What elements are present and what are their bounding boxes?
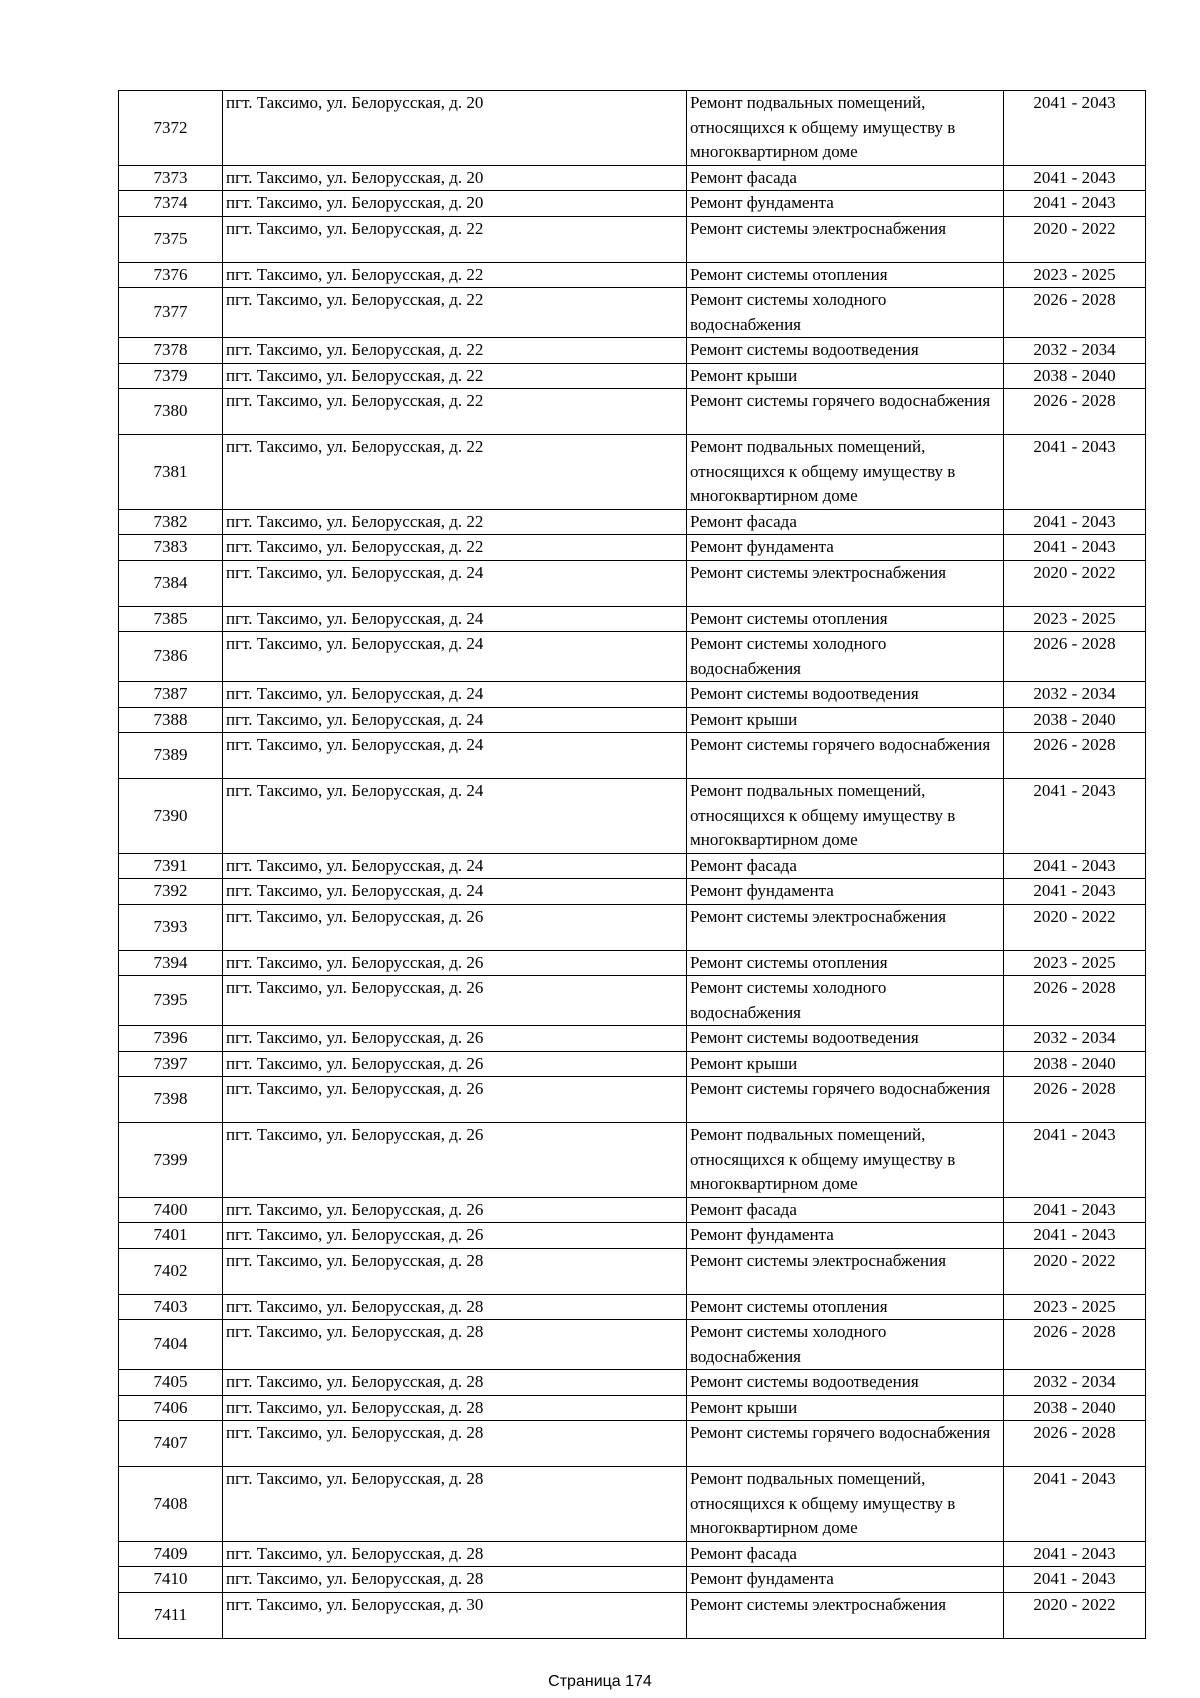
work-type-cell: Ремонт подвальных помещений, относящихся к общему имуществу в многоквартирном доме xyxy=(687,91,1004,166)
row-number: 7378 xyxy=(119,338,223,364)
address-cell: пгт. Таксимо, ул. Белорусская, д. 24 xyxy=(223,560,687,606)
address-cell: пгт. Таксимо, ул. Белорусская, д. 24 xyxy=(223,707,687,733)
work-type-cell: Ремонт крыши xyxy=(687,1051,1004,1077)
row-number: 7393 xyxy=(119,904,223,950)
work-type-cell: Ремонт фундамента xyxy=(687,535,1004,561)
address-cell: пгт. Таксимо, ул. Белорусская, д. 28 xyxy=(223,1567,687,1593)
table-row xyxy=(119,535,1146,561)
address-cell: пгт. Таксимо, ул. Белорусская, д. 24 xyxy=(223,733,687,779)
period-cell: 2026 - 2028 xyxy=(1004,1320,1146,1370)
period-cell: 2041 - 2043 xyxy=(1004,191,1146,217)
work-type-cell: Ремонт системы горячего водоснабжения xyxy=(687,389,1004,435)
work-type-cell: Ремонт системы водоотведения xyxy=(687,1026,1004,1052)
table-row xyxy=(119,879,1146,905)
work-type-cell: Ремонт системы электроснабжения xyxy=(687,216,1004,262)
period-cell: 2038 - 2040 xyxy=(1004,363,1146,389)
row-number: 7380 xyxy=(119,389,223,435)
table-row xyxy=(119,1395,1146,1421)
table-row xyxy=(119,1370,1146,1396)
table-row xyxy=(119,216,1146,262)
table-row xyxy=(119,1592,1146,1638)
address-cell: пгт. Таксимо, ул. Белорусская, д. 22 xyxy=(223,363,687,389)
table-row xyxy=(119,1421,1146,1467)
row-number: 7389 xyxy=(119,733,223,779)
row-number: 7409 xyxy=(119,1541,223,1567)
period-cell: 2020 - 2022 xyxy=(1004,904,1146,950)
work-type-cell: Ремонт системы электроснабжения xyxy=(687,904,1004,950)
work-type-cell: Ремонт системы горячего водоснабжения xyxy=(687,733,1004,779)
work-type-cell: Ремонт крыши xyxy=(687,707,1004,733)
address-cell: пгт. Таксимо, ул. Белорусская, д. 24 xyxy=(223,853,687,879)
period-cell: 2038 - 2040 xyxy=(1004,1395,1146,1421)
row-number: 7405 xyxy=(119,1370,223,1396)
address-cell: пгт. Таксимо, ул. Белорусская, д. 22 xyxy=(223,338,687,364)
row-number: 7387 xyxy=(119,682,223,708)
period-cell: 2032 - 2034 xyxy=(1004,338,1146,364)
work-type-cell: Ремонт фасада xyxy=(687,1197,1004,1223)
table-row xyxy=(119,1294,1146,1320)
period-cell: 2041 - 2043 xyxy=(1004,535,1146,561)
address-cell: пгт. Таксимо, ул. Белорусская, д. 26 xyxy=(223,1051,687,1077)
work-type-cell: Ремонт крыши xyxy=(687,1395,1004,1421)
address-cell: пгт. Таксимо, ул. Белорусская, д. 20 xyxy=(223,191,687,217)
row-number: 7403 xyxy=(119,1294,223,1320)
period-cell: 2041 - 2043 xyxy=(1004,435,1146,510)
address-cell: пгт. Таксимо, ул. Белорусская, д. 24 xyxy=(223,632,687,682)
period-cell: 2041 - 2043 xyxy=(1004,879,1146,905)
row-number: 7396 xyxy=(119,1026,223,1052)
row-number: 7385 xyxy=(119,606,223,632)
period-cell: 2020 - 2022 xyxy=(1004,1248,1146,1294)
table-row xyxy=(119,1567,1146,1593)
row-number: 7384 xyxy=(119,560,223,606)
table-row xyxy=(119,1467,1146,1542)
address-cell: пгт. Таксимо, ул. Белорусская, д. 22 xyxy=(223,288,687,338)
row-number: 7399 xyxy=(119,1123,223,1198)
table-row xyxy=(119,191,1146,217)
table-row xyxy=(119,560,1146,606)
row-number: 7392 xyxy=(119,879,223,905)
address-cell: пгт. Таксимо, ул. Белорусская, д. 22 xyxy=(223,535,687,561)
table-row xyxy=(119,435,1146,510)
row-number: 7379 xyxy=(119,363,223,389)
period-cell: 2026 - 2028 xyxy=(1004,389,1146,435)
table-row xyxy=(119,1223,1146,1249)
address-cell: пгт. Таксимо, ул. Белорусская, д. 22 xyxy=(223,262,687,288)
table-row xyxy=(119,1077,1146,1123)
period-cell: 2032 - 2034 xyxy=(1004,1370,1146,1396)
period-cell: 2041 - 2043 xyxy=(1004,1123,1146,1198)
work-type-cell: Ремонт системы отопления xyxy=(687,950,1004,976)
work-type-cell: Ремонт системы холодного водоснабжения xyxy=(687,1320,1004,1370)
work-type-cell: Ремонт фундамента xyxy=(687,879,1004,905)
row-number: 7373 xyxy=(119,165,223,191)
row-number: 7386 xyxy=(119,632,223,682)
table-row xyxy=(119,779,1146,854)
address-cell: пгт. Таксимо, ул. Белорусская, д. 24 xyxy=(223,879,687,905)
address-cell: пгт. Таксимо, ул. Белорусская, д. 26 xyxy=(223,1026,687,1052)
table-row xyxy=(119,262,1146,288)
period-cell: 2020 - 2022 xyxy=(1004,1592,1146,1638)
row-number: 7372 xyxy=(119,91,223,166)
period-cell: 2023 - 2025 xyxy=(1004,1294,1146,1320)
table-row xyxy=(119,1051,1146,1077)
works-table xyxy=(118,90,1146,1639)
table-row xyxy=(119,950,1146,976)
row-number: 7383 xyxy=(119,535,223,561)
address-cell: пгт. Таксимо, ул. Белорусская, д. 24 xyxy=(223,779,687,854)
work-type-cell: Ремонт системы электроснабжения xyxy=(687,560,1004,606)
table-row xyxy=(119,853,1146,879)
row-number: 7382 xyxy=(119,509,223,535)
row-number: 7401 xyxy=(119,1223,223,1249)
address-cell: пгт. Таксимо, ул. Белорусская, д. 24 xyxy=(223,682,687,708)
period-cell: 2023 - 2025 xyxy=(1004,606,1146,632)
table-row xyxy=(119,389,1146,435)
period-cell: 2026 - 2028 xyxy=(1004,1077,1146,1123)
address-cell: пгт. Таксимо, ул. Белорусская, д. 20 xyxy=(223,91,687,166)
row-number: 7375 xyxy=(119,216,223,262)
work-type-cell: Ремонт фундамента xyxy=(687,191,1004,217)
row-number: 7391 xyxy=(119,853,223,879)
period-cell: 2032 - 2034 xyxy=(1004,1026,1146,1052)
work-type-cell: Ремонт фундамента xyxy=(687,1223,1004,1249)
work-type-cell: Ремонт системы отопления xyxy=(687,1294,1004,1320)
work-type-cell: Ремонт фундамента xyxy=(687,1567,1004,1593)
row-number: 7395 xyxy=(119,976,223,1026)
address-cell: пгт. Таксимо, ул. Белорусская, д. 28 xyxy=(223,1467,687,1542)
period-cell: 2038 - 2040 xyxy=(1004,1051,1146,1077)
table-row xyxy=(119,1248,1146,1294)
row-number: 7407 xyxy=(119,1421,223,1467)
period-cell: 2041 - 2043 xyxy=(1004,1541,1146,1567)
table-row xyxy=(119,707,1146,733)
table-row xyxy=(119,1123,1146,1198)
row-number: 7388 xyxy=(119,707,223,733)
work-type-cell: Ремонт подвальных помещений, относящихся к общему имуществу в многоквартирном доме xyxy=(687,779,1004,854)
row-number: 7376 xyxy=(119,262,223,288)
table-row xyxy=(119,509,1146,535)
address-cell: пгт. Таксимо, ул. Белорусская, д. 22 xyxy=(223,216,687,262)
address-cell: пгт. Таксимо, ул. Белорусская, д. 26 xyxy=(223,1077,687,1123)
address-cell: пгт. Таксимо, ул. Белорусская, д. 24 xyxy=(223,606,687,632)
table-row xyxy=(119,1541,1146,1567)
page-number: Страница 174 xyxy=(548,1673,652,1690)
work-type-cell: Ремонт системы электроснабжения xyxy=(687,1248,1004,1294)
address-cell: пгт. Таксимо, ул. Белорусская, д. 28 xyxy=(223,1395,687,1421)
work-type-cell: Ремонт подвальных помещений, относящихся к общему имуществу в многоквартирном доме xyxy=(687,1467,1004,1542)
table-row xyxy=(119,976,1146,1026)
row-number: 7404 xyxy=(119,1320,223,1370)
period-cell: 2041 - 2043 xyxy=(1004,165,1146,191)
work-type-cell: Ремонт фасада xyxy=(687,165,1004,191)
table-row xyxy=(119,363,1146,389)
table-row xyxy=(119,91,1146,166)
work-type-cell: Ремонт системы электроснабжения xyxy=(687,1592,1004,1638)
period-cell: 2026 - 2028 xyxy=(1004,288,1146,338)
work-type-cell: Ремонт системы водоотведения xyxy=(687,1370,1004,1396)
period-cell: 2026 - 2028 xyxy=(1004,976,1146,1026)
address-cell: пгт. Таксимо, ул. Белорусская, д. 22 xyxy=(223,389,687,435)
table-row xyxy=(119,338,1146,364)
period-cell: 2026 - 2028 xyxy=(1004,733,1146,779)
address-cell: пгт. Таксимо, ул. Белорусская, д. 26 xyxy=(223,1123,687,1198)
period-cell: 2041 - 2043 xyxy=(1004,1567,1146,1593)
table-row xyxy=(119,1026,1146,1052)
row-number: 7411 xyxy=(119,1592,223,1638)
period-cell: 2041 - 2043 xyxy=(1004,509,1146,535)
period-cell: 2038 - 2040 xyxy=(1004,707,1146,733)
address-cell: пгт. Таксимо, ул. Белорусская, д. 26 xyxy=(223,976,687,1026)
table-row xyxy=(119,288,1146,338)
table-row xyxy=(119,165,1146,191)
row-number: 7374 xyxy=(119,191,223,217)
table-row xyxy=(119,1320,1146,1370)
period-cell: 2023 - 2025 xyxy=(1004,262,1146,288)
row-number: 7390 xyxy=(119,779,223,854)
row-number: 7394 xyxy=(119,950,223,976)
address-cell: пгт. Таксимо, ул. Белорусская, д. 28 xyxy=(223,1421,687,1467)
work-type-cell: Ремонт системы холодного водоснабжения xyxy=(687,632,1004,682)
address-cell: пгт. Таксимо, ул. Белорусская, д. 28 xyxy=(223,1320,687,1370)
work-type-cell: Ремонт крыши xyxy=(687,363,1004,389)
work-type-cell: Ремонт системы отопления xyxy=(687,262,1004,288)
row-number: 7398 xyxy=(119,1077,223,1123)
table-row xyxy=(119,682,1146,708)
row-number: 7408 xyxy=(119,1467,223,1542)
address-cell: пгт. Таксимо, ул. Белорусская, д. 26 xyxy=(223,1223,687,1249)
period-cell: 2041 - 2043 xyxy=(1004,1223,1146,1249)
address-cell: пгт. Таксимо, ул. Белорусская, д. 28 xyxy=(223,1248,687,1294)
address-cell: пгт. Таксимо, ул. Белорусская, д. 28 xyxy=(223,1541,687,1567)
work-type-cell: Ремонт фасада xyxy=(687,853,1004,879)
address-cell: пгт. Таксимо, ул. Белорусская, д. 28 xyxy=(223,1294,687,1320)
work-type-cell: Ремонт системы холодного водоснабжения xyxy=(687,976,1004,1026)
period-cell: 2023 - 2025 xyxy=(1004,950,1146,976)
work-type-cell: Ремонт системы горячего водоснабжения xyxy=(687,1077,1004,1123)
row-number: 7402 xyxy=(119,1248,223,1294)
table-row xyxy=(119,1197,1146,1223)
row-number: 7397 xyxy=(119,1051,223,1077)
work-type-cell: Ремонт системы водоотведения xyxy=(687,682,1004,708)
period-cell: 2026 - 2028 xyxy=(1004,1421,1146,1467)
address-cell: пгт. Таксимо, ул. Белорусская, д. 22 xyxy=(223,435,687,510)
row-number: 7400 xyxy=(119,1197,223,1223)
address-cell: пгт. Таксимо, ул. Белорусская, д. 26 xyxy=(223,904,687,950)
table-row xyxy=(119,606,1146,632)
row-number: 7381 xyxy=(119,435,223,510)
work-type-cell: Ремонт системы отопления xyxy=(687,606,1004,632)
table-row xyxy=(119,632,1146,682)
work-type-cell: Ремонт подвальных помещений, относящихся к общему имуществу в многоквартирном доме xyxy=(687,435,1004,510)
address-cell: пгт. Таксимо, ул. Белорусская, д. 30 xyxy=(223,1592,687,1638)
table-row xyxy=(119,904,1146,950)
address-cell: пгт. Таксимо, ул. Белорусская, д. 26 xyxy=(223,950,687,976)
work-type-cell: Ремонт системы холодного водоснабжения xyxy=(687,288,1004,338)
period-cell: 2041 - 2043 xyxy=(1004,853,1146,879)
address-cell: пгт. Таксимо, ул. Белорусская, д. 28 xyxy=(223,1370,687,1396)
row-number: 7377 xyxy=(119,288,223,338)
row-number: 7406 xyxy=(119,1395,223,1421)
work-type-cell: Ремонт подвальных помещений, относящихся к общему имуществу в многоквартирном доме xyxy=(687,1123,1004,1198)
period-cell: 2041 - 2043 xyxy=(1004,91,1146,166)
work-type-cell: Ремонт фасада xyxy=(687,509,1004,535)
period-cell: 2026 - 2028 xyxy=(1004,632,1146,682)
row-number: 7410 xyxy=(119,1567,223,1593)
period-cell: 2041 - 2043 xyxy=(1004,779,1146,854)
work-type-cell: Ремонт фасада xyxy=(687,1541,1004,1567)
address-cell: пгт. Таксимо, ул. Белорусская, д. 20 xyxy=(223,165,687,191)
address-cell: пгт. Таксимо, ул. Белорусская, д. 26 xyxy=(223,1197,687,1223)
period-cell: 2020 - 2022 xyxy=(1004,560,1146,606)
period-cell: 2041 - 2043 xyxy=(1004,1197,1146,1223)
table-row xyxy=(119,733,1146,779)
works-table-body xyxy=(119,91,1146,1639)
period-cell: 2041 - 2043 xyxy=(1004,1467,1146,1542)
work-type-cell: Ремонт системы водоотведения xyxy=(687,338,1004,364)
address-cell: пгт. Таксимо, ул. Белорусская, д. 22 xyxy=(223,509,687,535)
work-type-cell: Ремонт системы горячего водоснабжения xyxy=(687,1421,1004,1467)
period-cell: 2020 - 2022 xyxy=(1004,216,1146,262)
period-cell: 2032 - 2034 xyxy=(1004,682,1146,708)
